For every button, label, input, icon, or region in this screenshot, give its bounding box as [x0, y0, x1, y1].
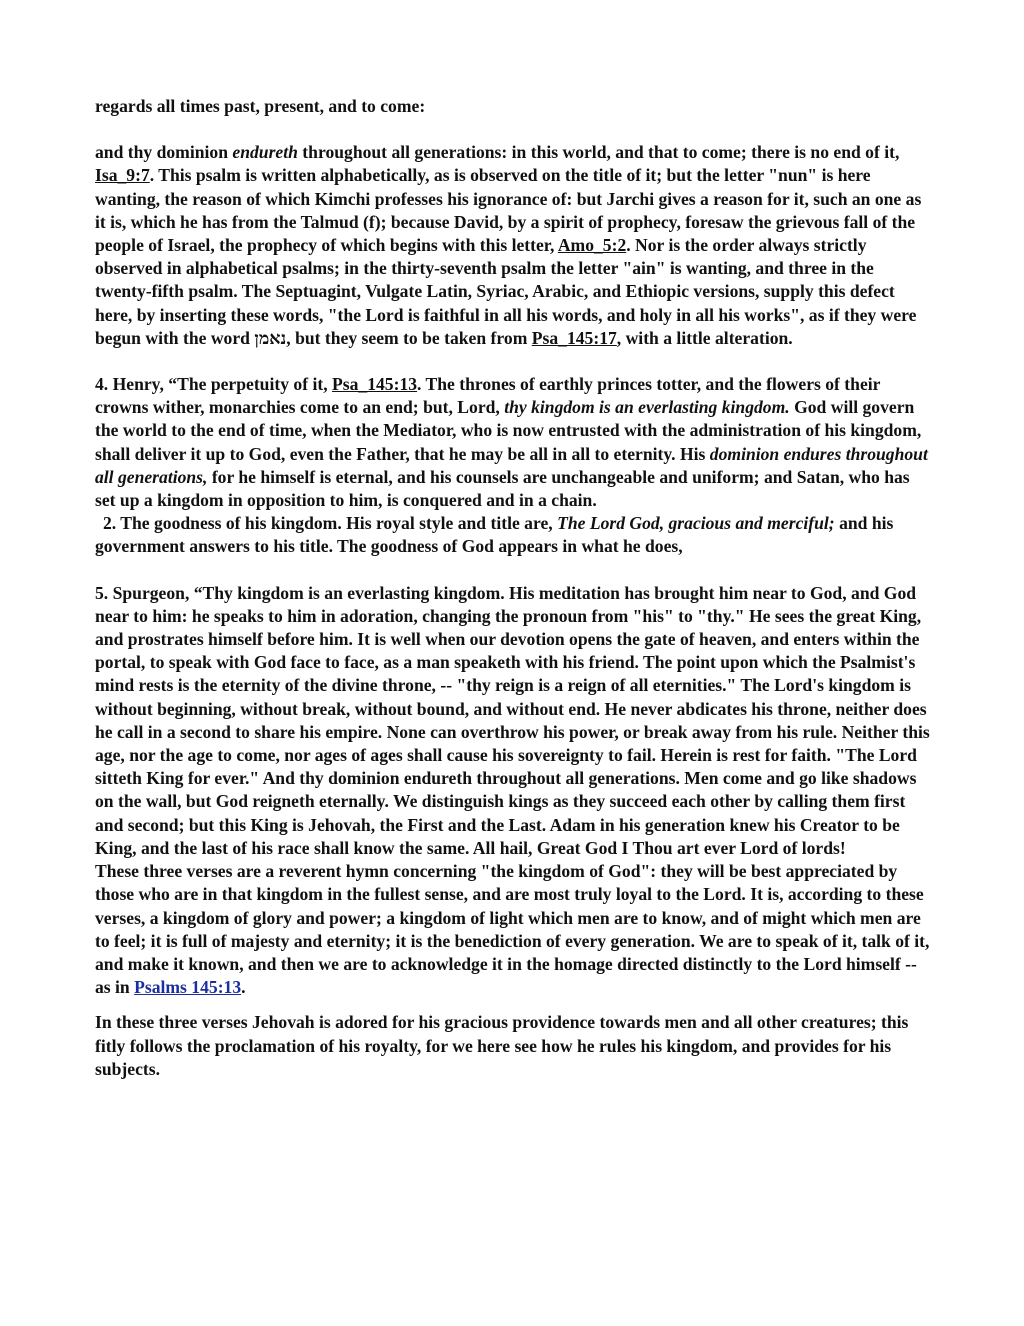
paragraph-henry: 4. Henry, “The perpetuity of it, Psa_145:13. The thrones of earthly princes totter, and the flowers of their crowns wither, monarchies come to an end; but, Lord, thy kingdom is an everlasting kingdom. God will govern the world to the end of time, when the Mediator, who is now entrusted with the administration of his kingdom, shall deliver it up to God, even the Father, that he may be all in all to eternity. His dominion endures throughout all generations, for he himself is eternal, and his counsels are unchangeable and uniform; and Satan, who has set up a kingdom in opposition to him, is conquered and in a chain. [95, 374, 928, 511]
link-isa-9-7[interactable]: Isa_9:7 [95, 165, 150, 186]
paragraph-providence: In these three verses Jehovah is adored for his gracious providence towards men and all other creatures; this fitly follows the proclamation of his royalty, for we here see how he rules his kingdom, and provides for his subjects. [95, 1012, 909, 1079]
link-psa-145-17[interactable]: Psa_145:17 [531, 327, 617, 348]
document-page [95, 95, 931, 1081]
paragraph-hymn: These three verses are a reverent hymn concerning "the kingdom of God": they will be best appreciated by those who are in that kingdom in the fullest sense, and are most truly loyal to the Lord. It is, according to these verses, a kingdom of glory and power; a kingdom of light which men are to know, and of might which men are to feel; it is full of majesty and eternity; it is the benediction of every generation. We are to speak of it, talk of it, and make it known, and then we are to acknowledge it in the homage directed distinctly to the Lord himself -- as in Psalms 145:13. [95, 861, 930, 998]
link-psalms-145-13[interactable]: Psalms 145:13 [134, 977, 242, 998]
paragraph-goodness: 2. The goodness of his kingdom. His royal style and title are, The Lord God, gracious and merciful; and his government answers to his title. The goodness of God appears in what he does, [95, 513, 894, 557]
hebrew-word: נאמן [254, 327, 287, 348]
paragraph-intro: regards all times past, present, and to come: [95, 96, 426, 116]
paragraph-spurgeon: 5. Spurgeon, “Thy kingdom is an everlasting kingdom. His meditation has brought him near to God, and God near to him: he speaks to him in adoration, changing the pronoun from "his" to "thy." He sees the great King, and prostrates himself before him. It is well when our devotion opens the gate of heaven, and enters within the portal, to speak with God face to face, as a man speaketh with his friend. The point upon which the Psalmist's mind rests is the eternity of the divine throne, -- "thy reign is a reign of all eternities." The Lord's kingdom is without beginning, without break, without bound, and without end. He never abdicates his throne, neither does he call in a second to share his empire. None can overthrow his power, or break away from his rule. Neither this age, nor the age to come, nor ages of ages shall cause his sovereignty to fail. Herein is rest for faith. "The Lord sitteth King for ever." And thy dominion endureth throughout all generations. Men come and go like shadows on the wall, but God reigneth eternally. We distinguish kings as they succeed each other by calling them first and second; but this King is Jehovah, the First and the Last. Adam in his generation knew his Creator to be King, and the last of his race shall know the same. All hail, Great God I Thou art ever Lord of lords! [95, 582, 930, 858]
link-psa-145-13[interactable]: Psa_145:13 [332, 374, 418, 395]
link-amo-5-2[interactable]: Amo_5:2 [557, 235, 627, 256]
paragraph-dominion: and thy dominion endureth throughout all generations: in this world, and that to come; there is no end of it, Isa_9:7. This psalm is written alphabetically, as is observed on the title of it; but the letter "nun" is here wanting, the reason of which Kimchi professes his ignorance of: but Jarchi gives a reason for it, such an one as it is, which he has from the Talmud (f); because David, by a spirit of prophecy, foresaw the grievous fall of the people of Israel, the prophecy of which begins with this letter, Amo_5:2. Nor is the order always strictly observed in alphabetical psalms; in the thirty-seventh psalm the letter "ain" is wanting, and three in the twenty-fifth psalm. The Septuagint, Vulgate Latin, Syriac, Arabic, and Ethiopic versions, supply this defect here, by inserting these words, "the Lord is faithful in all his words, and holy in all his works", as if they were begun with the word נאמן, but they seem to be taken from Psa_145:17, with a little alteration. [95, 142, 922, 348]
